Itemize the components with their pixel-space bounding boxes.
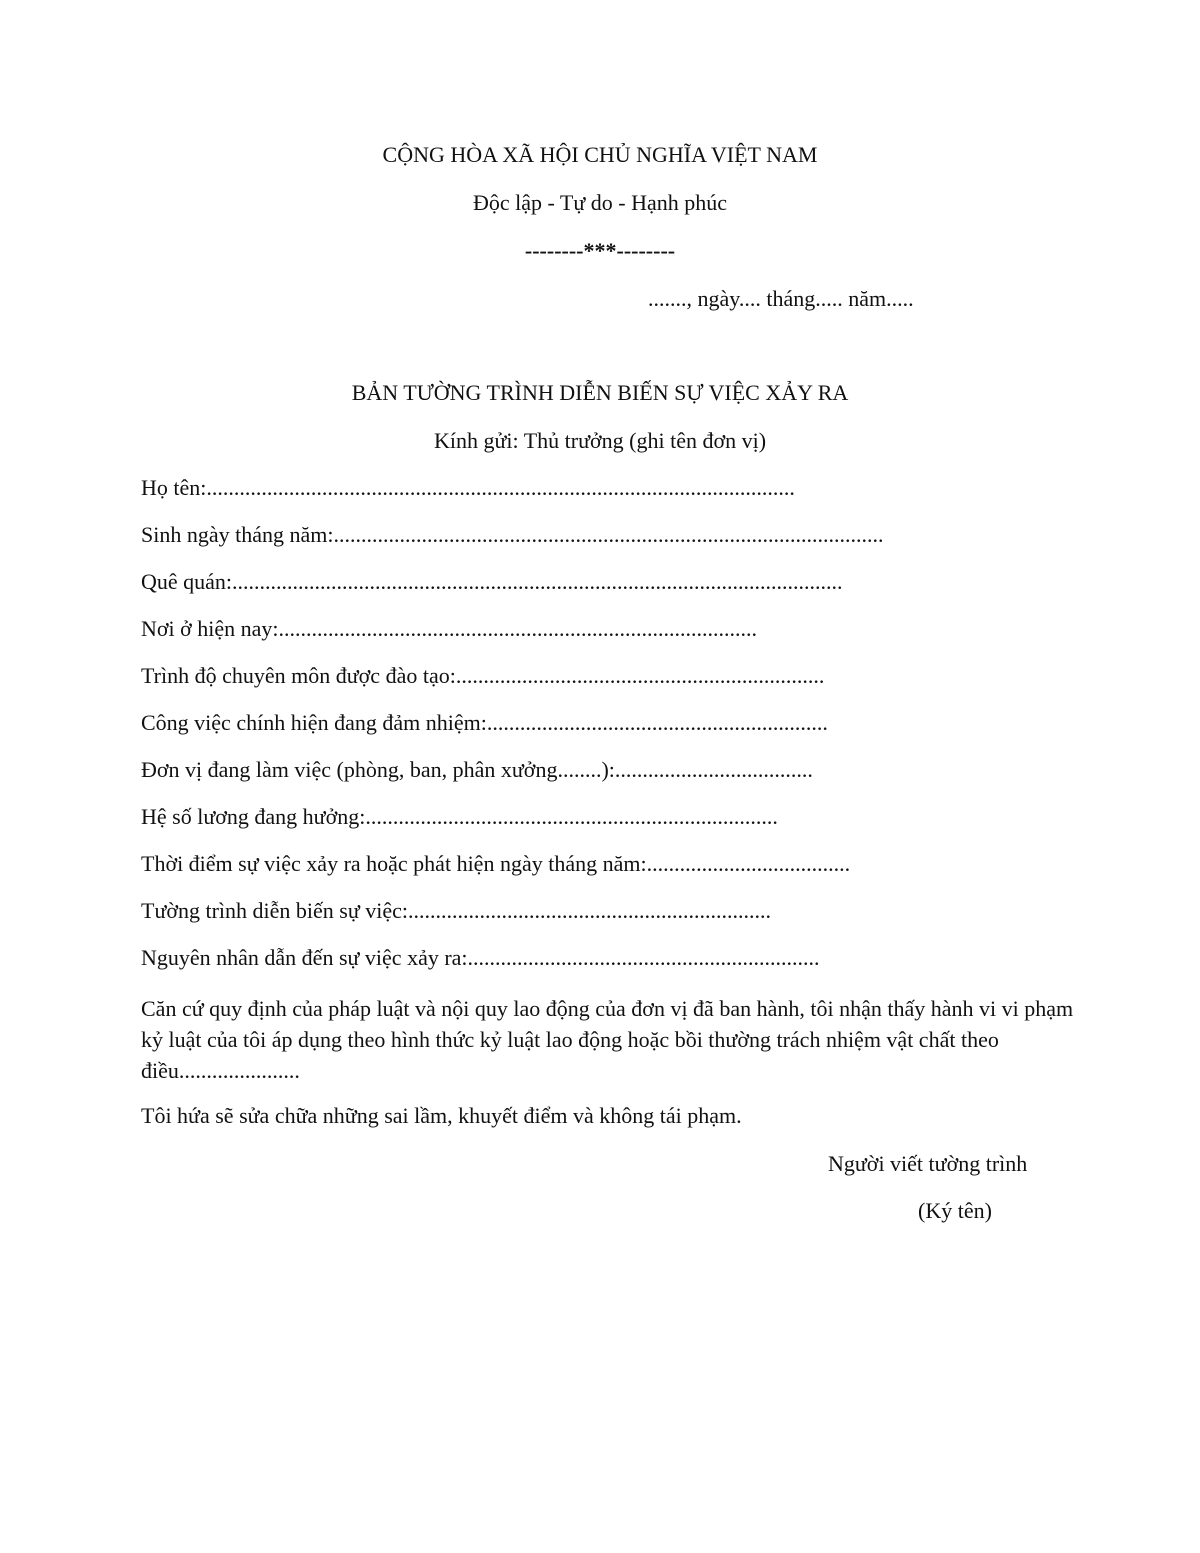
national-motto: Độc lập - Tự do - Hạnh phúc (472, 190, 728, 215)
document-title: BẢN TƯỜNG TRÌNH DIỄN BIẾN SỰ VIỆC XẢY RA (351, 380, 849, 405)
legal-basis-paragraph: Căn cứ quy định của pháp luật và nội quy lao động của đơn vị đã ban hành, tôi nhận thấy hành vi vi phạm kỷ luật của tôi áp dụng theo hình thức kỷ luật lao động hoặc bồi thường trách nhiệm vật chất theo điều...................... (141, 996, 1074, 1083)
field-work-unit: Đơn vị đang làm việc (phòng, ban, phân xưởng........):.................................... (141, 757, 813, 782)
header-separator: --------***-------- (524, 238, 676, 263)
field-current-residence: Nơi ở hiện nay:....................................................................................... (141, 616, 758, 641)
field-birth-date: Sinh ngày tháng năm:.................................................................................................... (141, 522, 884, 547)
field-hometown: Quê quán:............................................................................................................... (141, 569, 843, 594)
field-full-name: Họ tên:........................................................................................................... (141, 475, 795, 500)
recipient-line: Kính gửi: Thủ trưởng (ghi tên đơn vị) (433, 428, 767, 453)
promise-statement: Tôi hứa sẽ sửa chữa những sai lầm, khuyết điểm và không tái phạm. (141, 1103, 742, 1128)
field-incident-report: Tường trình diễn biến sự việc:.................................................................. (141, 898, 772, 923)
field-salary-coefficient: Hệ số lương đang hưởng:........................................................................... (141, 804, 778, 829)
signature-label: Người viết tường trình (828, 1151, 1028, 1176)
field-incident-time: Thời điểm sự việc xảy ra hoặc phát hiện ngày tháng năm:..................................... (141, 851, 851, 876)
national-title: CỘNG HÒA XÃ HỘI CHỦ NGHĨA VIỆT NAM (382, 142, 818, 167)
field-current-job: Công việc chính hiện đang đảm nhiệm:.............................................................. (141, 710, 828, 735)
field-incident-cause: Nguyên nhân dẫn đến sự việc xảy ra:................................................................ (141, 945, 820, 970)
field-qualification: Trình độ chuyên môn được đào tạo:................................................................... (141, 663, 825, 688)
signature-note: (Ký tên) (918, 1198, 992, 1223)
date-line: ......., ngày.... tháng..... năm..... (648, 286, 914, 311)
